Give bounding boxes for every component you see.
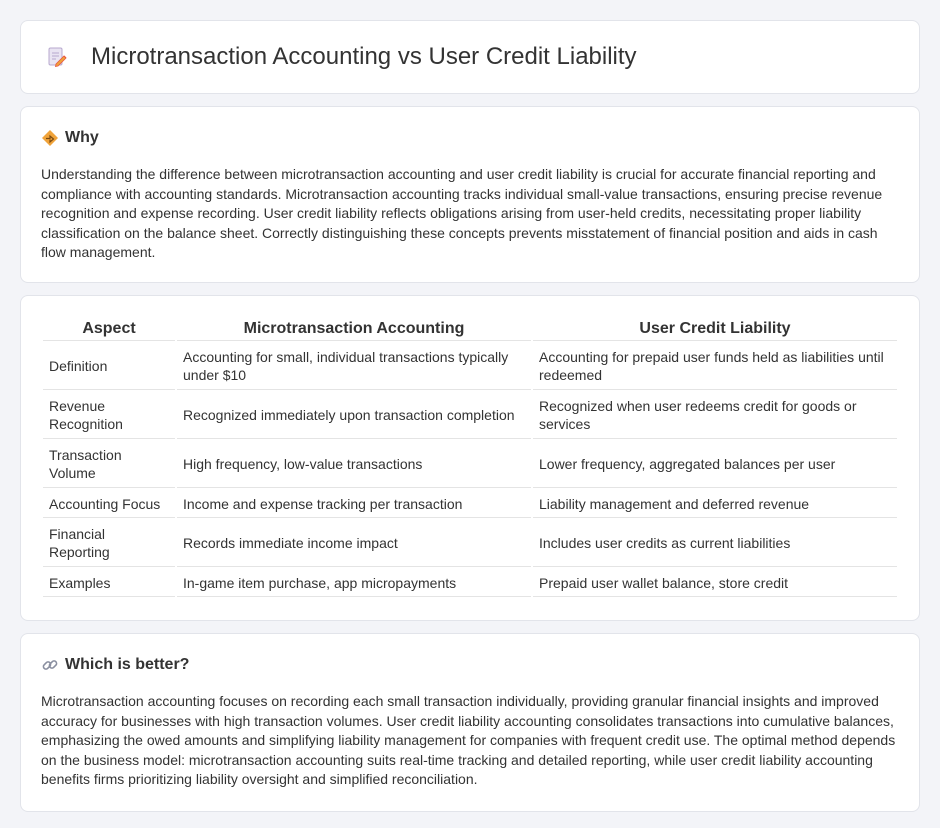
why-header: [41, 129, 899, 147]
table-row: [43, 520, 897, 567]
header-user-credit: User Credit Liability: [533, 318, 897, 341]
row-aspect: Definition: [43, 343, 175, 390]
page-title: Microtransaction Accounting vs User Credit Liability: [91, 43, 637, 70]
row-microtransaction: Records immediate income impact: [177, 520, 531, 567]
header-microtransaction: Microtransaction Accounting: [177, 318, 531, 341]
better-text: Microtransaction accounting focuses on recording each small transaction individually, providing granular financial insights and improved accuracy for businesses with high transaction volumes. User credit liability accounting consolidates transactions into cumulative balances, emphasizing the owed amounts and simplifying liability management for companies with frequent credit use. The optimal method depends on the business model: microtransaction accounting suits real-time tracking and detailed reporting, while user credit liability accounting benefits firms prioritizing liability oversight and simplified reconciliation.: [41, 693, 896, 788]
table-row: [43, 343, 897, 390]
document-pencil-icon: [45, 45, 69, 69]
row-user-credit: Liability management and deferred revenue: [533, 490, 897, 518]
row-aspect: Examples: [43, 569, 175, 597]
row-microtransaction: Income and expense tracking per transaction: [177, 490, 531, 518]
comparison-section: [20, 295, 920, 621]
header-aspect: Aspect: [43, 318, 175, 341]
why-text: Understanding the difference between microtransaction accounting and user credit liability is crucial for accurate financial reporting and compliance with accounting standards. Microtransaction accounting tracks individual small-value transactions, ensuring precise revenue recognition and expense recording. User credit liability reflects obligations arising from user-held credits, necessitating proper liability classification on the balance sheet. Correctly distinguishing these concepts prevents misstatement of financial position and aids in cash flow management.: [41, 166, 883, 261]
table-row: [43, 490, 897, 518]
row-user-credit: Includes user credits as current liabilities: [533, 520, 897, 567]
table-row: [43, 441, 897, 488]
row-aspect: Financial Reporting: [43, 520, 175, 567]
why-section: [20, 106, 920, 283]
link-icon: [41, 656, 59, 674]
row-microtransaction: Recognized immediately upon transaction completion: [177, 392, 531, 439]
row-user-credit: Accounting for prepaid user funds held as liabilities until redeemed: [533, 343, 897, 390]
row-aspect: Accounting Focus: [43, 490, 175, 518]
row-microtransaction: Accounting for small, individual transactions typically under $10: [177, 343, 531, 390]
row-user-credit: Lower frequency, aggregated balances per user: [533, 441, 897, 488]
why-title: Why: [65, 129, 99, 146]
table-row: [43, 392, 897, 439]
header-card: [20, 20, 920, 94]
row-microtransaction: In-game item purchase, app micropayments: [177, 569, 531, 597]
row-aspect: Transaction Volume: [43, 441, 175, 488]
table-row: [43, 569, 897, 597]
diamond-signpost-icon: [41, 129, 59, 147]
row-user-credit: Recognized when user redeems credit for goods or services: [533, 392, 897, 439]
better-title: Which is better?: [65, 656, 190, 673]
better-section: [20, 633, 920, 812]
better-header: [41, 656, 899, 674]
table-header-row: [43, 318, 897, 341]
row-microtransaction: High frequency, low-value transactions: [177, 441, 531, 488]
row-user-credit: Prepaid user wallet balance, store credit: [533, 569, 897, 597]
comparison-table: [41, 316, 899, 599]
row-aspect: Revenue Recognition: [43, 392, 175, 439]
